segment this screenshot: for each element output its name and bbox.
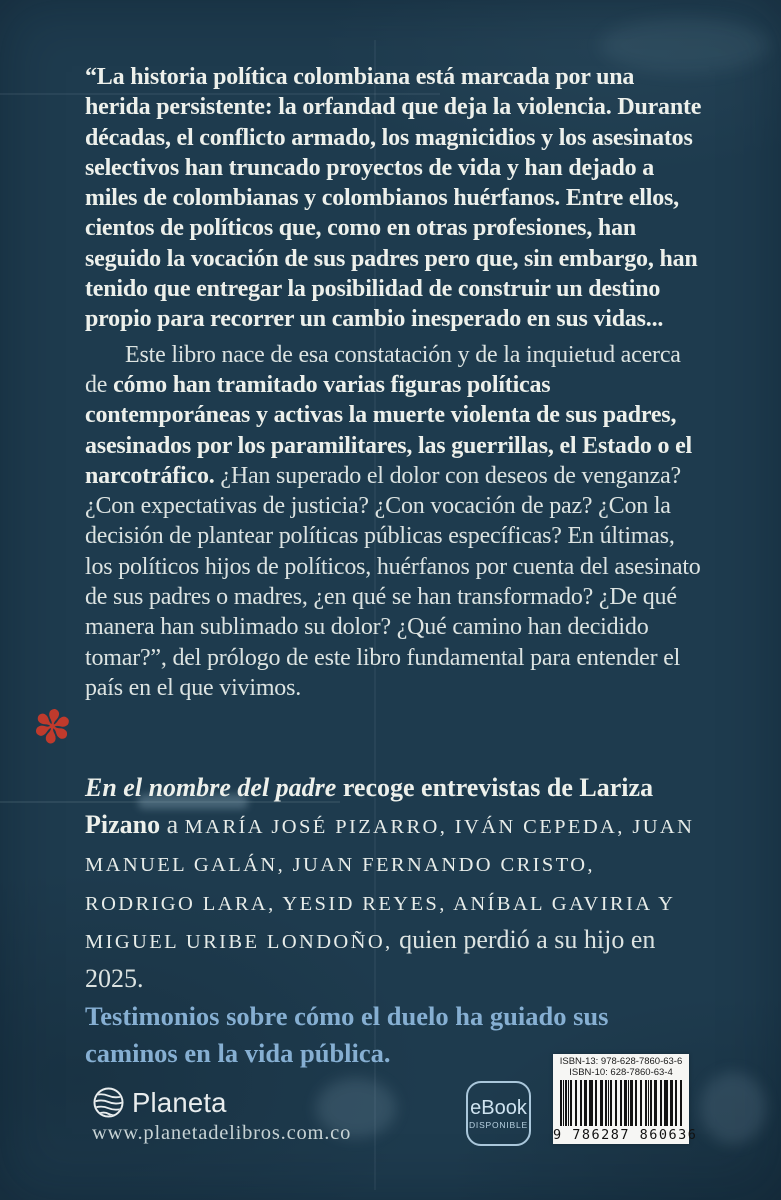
text-segment-regular: Este libro nace de esa constatación y de la inquietud acerca de xyxy=(85,341,681,398)
text-segment-regular: quien perdió a su hijo en 2025. xyxy=(85,925,656,993)
barcode-number: 9 786287 860636 xyxy=(553,1127,698,1143)
planeta-globe-icon xyxy=(92,1086,125,1119)
barcode-bars-icon xyxy=(560,1080,682,1126)
quote-block xyxy=(85,62,703,703)
text-segment-regular: ¿Han superado el dolor con deseos de venganza? ¿Con expectativas de justicia? ¿Con vocación de paz? ¿Con la decisión de plantear políticas públicas específicas? En últimas, los políticos hijos de políticos, huérfanos por cuenta del asesinato de sus padres o madres, ¿en qué se han transformado? ¿De qué manera han sublimado su dolor? ¿Qué camino han decidido tomar?”, del prólogo de este libro fundamental para entender el país en el que vivimos. xyxy=(85,462,701,701)
isbn13-text: ISBN-13: 978-628-7860-63-6 xyxy=(559,1056,683,1067)
quote-paragraph-1 xyxy=(85,62,703,335)
text-segment-blue-bold: Testimonios sobre cómo el duelo ha guiado sus caminos en la vida pública. xyxy=(85,1001,609,1068)
ebook-badge-title: eBook xyxy=(470,1096,527,1119)
publisher-name: Planeta xyxy=(132,1086,227,1118)
isbn10-text: ISBN-10: 628-7860-63-4 xyxy=(569,1066,673,1078)
text-segment-regular: a xyxy=(160,809,185,839)
testimonios-text xyxy=(85,998,612,1072)
publisher-website: www.planetadelibros.com.co xyxy=(92,1122,352,1144)
ebook-badge xyxy=(466,1081,531,1146)
quote-paragraph-2 xyxy=(85,340,703,704)
isbn-barcode xyxy=(553,1054,698,1144)
text-segment-caps: MARÍA JOSÉ PIZARRO, IVÁN CEPEDA, JUAN MANUEL GALÁN, JUAN FERNANDO CRISTO, RODRIGO LARA, YESID REYES, ANÍBAL GAVIRIA Y MIGUEL URIBE LONDOÑO, xyxy=(85,815,695,953)
text-segment-bold: recoge entrevistas de Lariza Pizano xyxy=(85,773,654,839)
texture-patch xyxy=(700,1072,766,1144)
publisher-block xyxy=(92,1086,351,1145)
blurb-block xyxy=(85,770,702,1072)
text-segment-bold: cómo han tramitado varias figuras políticas contemporáneas y activas la muerte violenta de sus padres, asesinados por los paramilitares, las guerrillas, el Estado o el narcotráfico. xyxy=(85,371,692,489)
text-segment-bold-italic: En el nombre del padre xyxy=(85,773,337,802)
ebook-badge-subtitle: DISPONIBLE xyxy=(468,1119,529,1130)
text-segment-bold: “La historia política colombiana está marcada por una herida persistente: la orfandad que deja la violencia. Durante décadas, el conflicto armado, los magnicidios y los asesinatos selectivos han truncado proyectos de vida y han dejado a miles de colombianas y colombianos huérfanos. Entre ellos, cientos de políticos que, como en otras profesiones, han seguido la vocación de sus padres pero que, sin embargo, han tenido que entregar la posibilidad de construir un destino propio para recorrer un cambio inesperado en sus vidas... xyxy=(85,64,702,333)
blurb-paragraph xyxy=(85,770,702,997)
asterisk-flower-icon: ✽ xyxy=(29,697,76,757)
publisher-logo-row xyxy=(92,1086,351,1119)
